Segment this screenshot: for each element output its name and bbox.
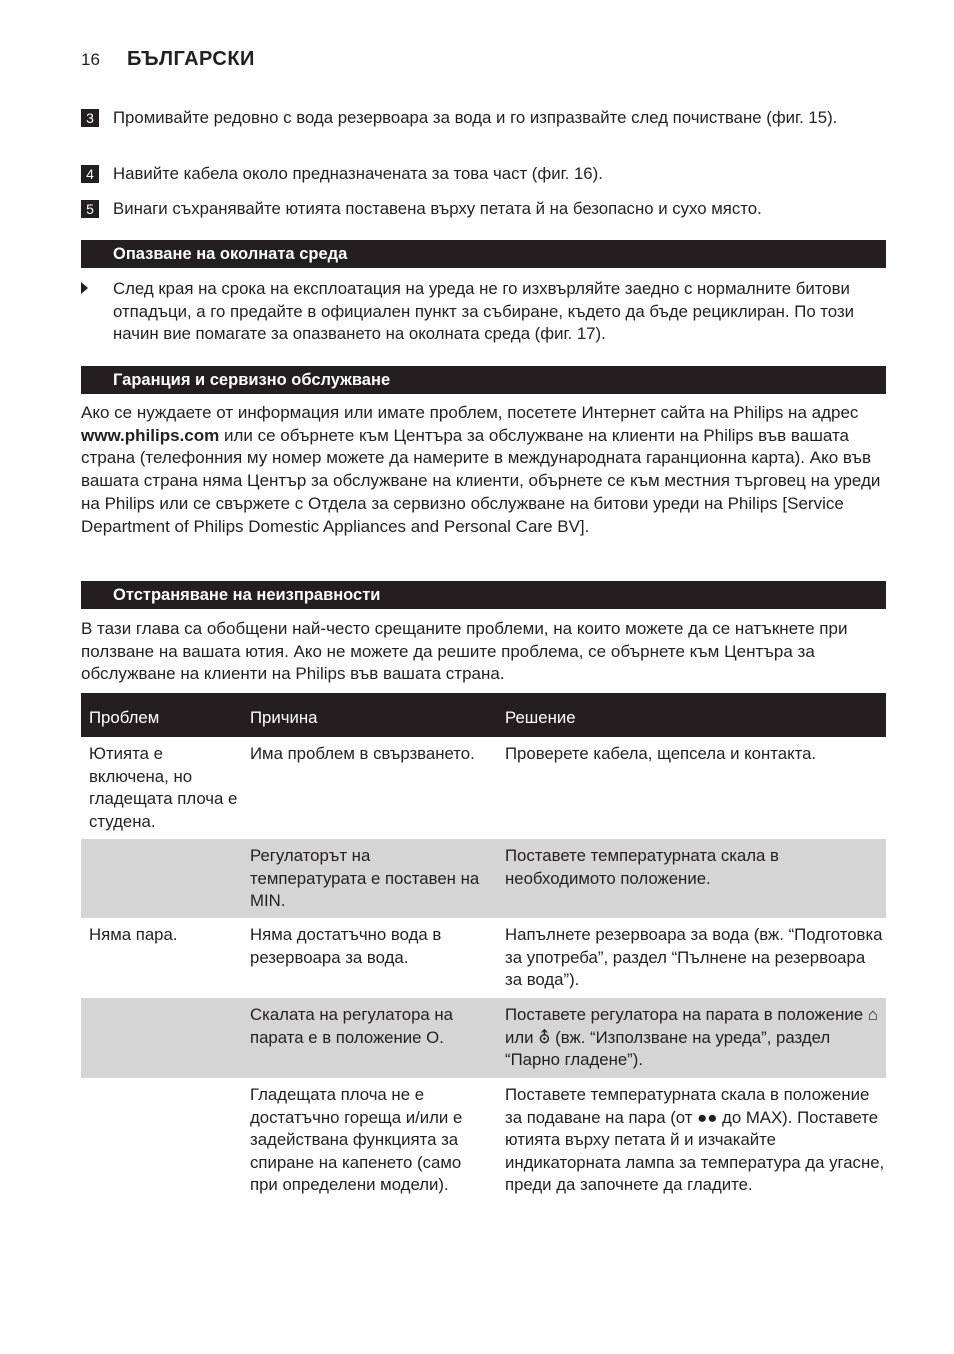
step-text: Навийте кабела около предназначената за това част (фиг. 16). — [113, 164, 603, 183]
problem-cell — [81, 839, 241, 918]
cause-cell: Гладещата плоча не е достатъчно гореща и/или е задействана функцията за спиране на капенето (само при определени модели). — [250, 1085, 463, 1195]
column-header-solution: Решение — [505, 707, 576, 727]
bullet-icon — [81, 282, 88, 294]
step-text: Винаги съхранявайте ютията поставена върху петата й на безопасно и сухо място. — [113, 199, 762, 218]
solution-cell: Поставете регулатора на парата в положение ⌂ или ⛢ (вж. “Използване на уреда”, раздел “Парно гладене”). — [505, 1005, 878, 1070]
problem-cell: Ютията е включена, но гладещата плоча е студена. — [89, 744, 238, 831]
column-header-problem: Проблем — [89, 707, 160, 727]
solution-cell: Напълнете резервоара за вода (вж. “Подготовка за употреба”, раздел “Пълнене на резервоара за вода”). — [505, 925, 883, 990]
solution-cell: Поставете температурната скала в необходимото положение. — [505, 846, 779, 888]
table-row — [81, 737, 886, 839]
problem-cell: Няма пара. — [89, 925, 178, 944]
solution-cell: Поставете температурната скала в положение за подаване на пара (от ●● до MAX). Поставете ютията върху петата й и изчакайте индикаторната лампа за температура да угасне, преди да започнете да гладите. — [505, 1085, 885, 1195]
philips-website-link[interactable]: www.philips.com — [81, 425, 220, 445]
guarantee-text-end: или се обърнете към Центъра за обслужване на клиенти на Philips във вашата страна (телефонния му номер можете да намерите в международната гаранционна карта). Ако във вашата страна няма Център за обслужване на клиенти, обърнете се към местния търговец на уреди на Philips или се свържете с Отдела за сервизно обслужване на битови уреди на Philips [Service Department of Philips Domestic Appliances and Personal Care BV]. — [81, 425, 881, 536]
bullet-text: След края на срока на експлоатация на уреда не го изхвърляйте заедно с нормалните битови отпадъци, а го предайте в официален пункт за събиране, където да бъде рециклиран. По този начин вие помагате за опазването на околната среда (фиг. 17). — [113, 279, 855, 343]
page-header — [81, 48, 255, 71]
section-heading-guarantee: Гаранция и сервизно обслужване — [81, 366, 886, 394]
column-header-cause: Причина — [250, 707, 318, 727]
section-heading-environment: Опазване на околната среда — [81, 240, 886, 268]
troubleshooting-table — [81, 693, 886, 1228]
page-number: 16 — [81, 50, 100, 69]
step-item — [81, 163, 871, 186]
step-item — [81, 198, 871, 221]
guarantee-text-start: Ако се нуждаете от информация или имате проблем, посетете Интернет сайта на Philips на адрес — [81, 403, 859, 422]
step-number: 5 — [81, 200, 99, 218]
cause-cell: Има проблем в свързването. — [250, 744, 475, 763]
section-heading-troubleshooting: Отстраняване на неизправности — [81, 581, 886, 609]
troubleshooting-intro: В тази глава са обобщени най-често срещаните проблеми, на които можете да се натъкнете при ползване на вашата ютия. Ако не можете да решите проблема, се обърнете към Центъра за обслужване на клиенти на Philips във вашата страна. — [81, 619, 848, 684]
table-row — [81, 918, 886, 998]
step-number: 3 — [81, 109, 99, 127]
problem-cell — [81, 998, 241, 1078]
guarantee-paragraph — [81, 402, 886, 538]
problem-cell — [81, 1078, 241, 1228]
solution-cell: Проверете кабела, щепсела и контакта. — [505, 744, 817, 763]
table-row — [81, 998, 886, 1078]
cause-cell: Регулаторът на температурата е поставен на MIN. — [250, 846, 480, 911]
table-header — [81, 693, 886, 737]
step-number: 4 — [81, 165, 99, 183]
cause-cell: Няма достатъчно вода в резервоара за вода. — [250, 925, 442, 967]
step-text: Промивайте редовно с вода резервоара за вода и го изпразвайте след почистване (фиг. 15). — [113, 108, 838, 127]
language-title: БЪЛГАРСКИ — [127, 48, 255, 70]
table-row — [81, 1078, 886, 1228]
cause-cell: Скалата на регулатора на парата е в положение O. — [250, 1005, 453, 1047]
table-row — [81, 839, 886, 918]
environment-bullet — [81, 278, 871, 346]
step-item — [81, 107, 871, 130]
